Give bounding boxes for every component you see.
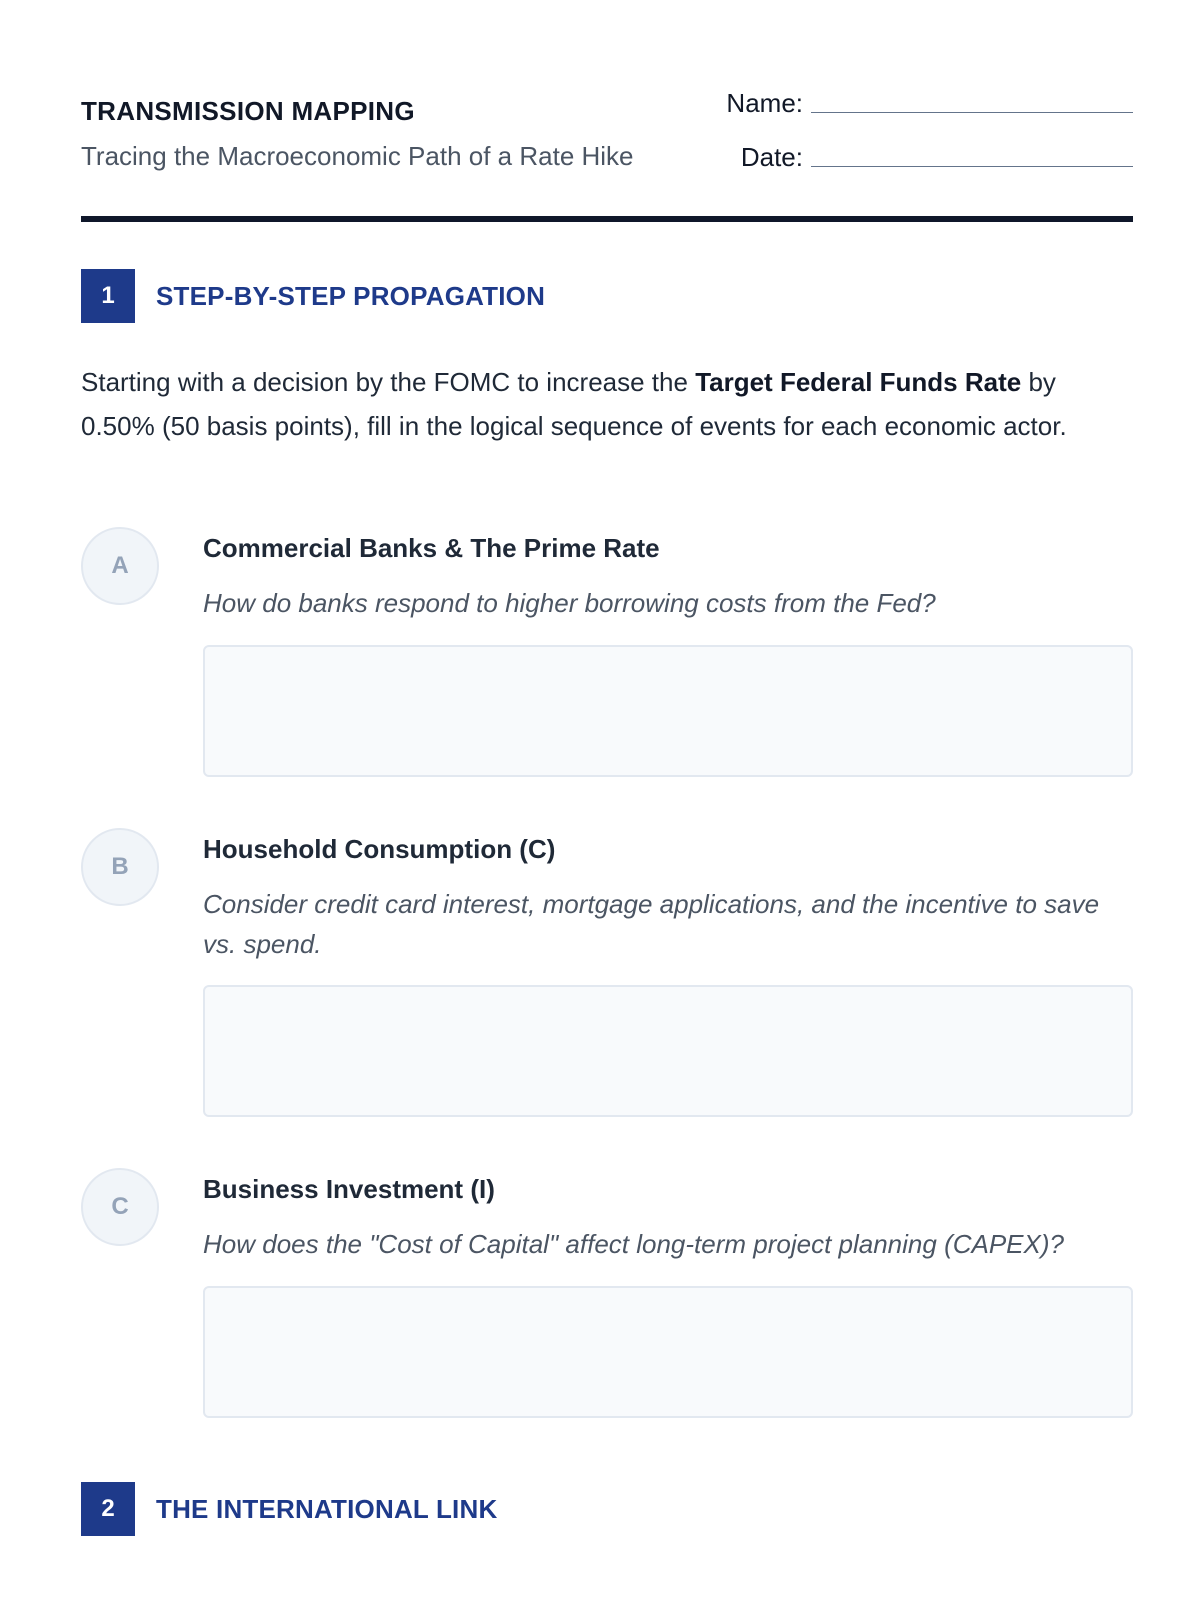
- intro-text-start: Starting with a decision by the FOMC to increase the: [81, 367, 696, 397]
- section-2-number: 2: [81, 1482, 135, 1536]
- name-line[interactable]: [811, 112, 1133, 113]
- header-divider: [81, 216, 1133, 222]
- section-1-instructions: [81, 360, 1133, 448]
- section-1-heading: [81, 269, 1133, 323]
- section-2-title: THE INTERNATIONAL LINK: [156, 1494, 498, 1524]
- name-label: Name:: [726, 88, 803, 118]
- question-b-prompt: Consider credit card interest, mortgage applications, and the incentive to save vs. spend.: [203, 889, 1100, 959]
- date-field[interactable]: [713, 140, 1133, 176]
- section-2-heading: [81, 1482, 1133, 1536]
- question-a-title: Commercial Banks & The Prime Rate: [203, 533, 660, 563]
- question-c-prompt: How does the "Cost of Capital" affect long-term project planning (CAPEX)?: [203, 1229, 1064, 1259]
- date-label: Date:: [740, 142, 803, 172]
- document-subtitle: Tracing the Macroeconomic Path of a Rate Hike: [81, 141, 634, 171]
- worksheet-header: [81, 0, 1133, 222]
- section-1-title: STEP-BY-STEP PROPAGATION: [156, 281, 546, 311]
- question-b-answer-box[interactable]: [203, 985, 1133, 1117]
- question-b-badge: B: [81, 828, 159, 906]
- question-c-answer-box[interactable]: [203, 1286, 1133, 1418]
- document-title: TRANSMISSION MAPPING: [81, 96, 415, 126]
- section-1-number: 1: [81, 269, 135, 323]
- date-line[interactable]: [811, 166, 1133, 167]
- question-a-answer-box[interactable]: [203, 645, 1133, 777]
- intro-text-end: by 0.50% (50 basis points), fill in the logical sequence of events for each economic actor.: [81, 367, 1067, 441]
- intro-text-bold: Target Federal Funds Rate: [695, 367, 1022, 397]
- name-field[interactable]: [713, 86, 1133, 122]
- question-b-title: Household Consumption (C): [203, 834, 556, 864]
- question-a-prompt: How do banks respond to higher borrowing costs from the Fed?: [203, 588, 936, 618]
- question-c-badge: C: [81, 1168, 159, 1246]
- question-a-badge: A: [81, 527, 159, 605]
- question-c-title: Business Investment (I): [203, 1174, 495, 1204]
